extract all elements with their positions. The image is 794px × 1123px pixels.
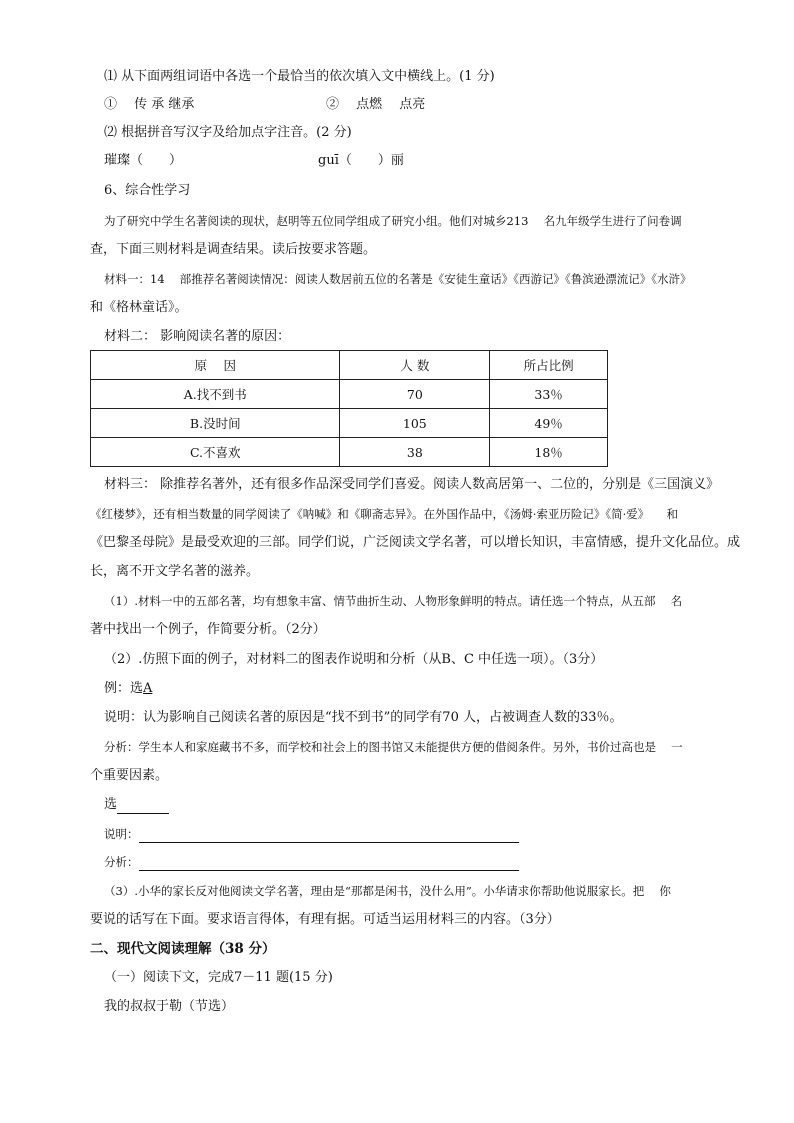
table-row bbox=[91, 438, 608, 467]
select-answer-line bbox=[104, 796, 169, 814]
table-cell: 18％ bbox=[490, 438, 608, 467]
table-header-cell: 人 数 bbox=[340, 351, 490, 380]
passage-title: 我的叔叔于勒（节选） bbox=[104, 999, 235, 1014]
q5-pinyin-right: guī（ ）丽 bbox=[318, 153, 404, 168]
table-cell: 70 bbox=[340, 380, 490, 409]
survey-table bbox=[90, 350, 608, 467]
table-header-cell: 所占比例 bbox=[490, 351, 608, 380]
table-header-row bbox=[91, 351, 608, 380]
table-header-cell: 原 因 bbox=[91, 351, 340, 380]
explain-blank[interactable] bbox=[139, 830, 519, 843]
material1-line1: 材料一：14 部推荐名著阅读情况：阅读人数居前五位的名著是《安徒生童话》《西游记》《鲁滨逊漂流记》《水浒》 bbox=[104, 272, 692, 286]
table-row bbox=[91, 409, 608, 438]
select-label: 选 bbox=[104, 797, 118, 812]
q5-option-1: ① 传 承 继承 bbox=[104, 97, 195, 112]
q5-pinyin-left: 璀璨（ ） bbox=[104, 153, 183, 168]
material1-line2: 和《格林童话》。 bbox=[90, 300, 188, 315]
analyze-answer-line bbox=[104, 853, 519, 871]
analyze-blank[interactable] bbox=[139, 858, 519, 871]
example-choice: A bbox=[143, 681, 153, 696]
q6-intro-line2: 查，下面三则材料是调查结果。读后按要求答题。 bbox=[90, 242, 377, 257]
task1-line2: 著中找出一个例子，作简要分析。（2分） bbox=[90, 622, 326, 637]
table-cell: A.找不到书 bbox=[91, 380, 340, 409]
task3-line2: 要说的话写在下面。要求语言得体，有理有据。可适当运用材料三的内容。（3分） bbox=[90, 912, 560, 927]
analyze-label: 分析： bbox=[104, 855, 139, 869]
explain-example: 说明：认为影响自己阅读名著的原因是“找不到书”的同学有70 人，占被调查人数的33％。 bbox=[104, 710, 623, 725]
explain-answer-line bbox=[104, 825, 519, 843]
task2-line1: （2）.仿照下面的例子，对材料二的图表作说明和分析（从B、C 中任选一项）。（3分） bbox=[104, 652, 604, 667]
explain-label: 说明： bbox=[104, 827, 139, 841]
q5-option-2: ② 点燃 点亮 bbox=[326, 97, 426, 112]
select-blank[interactable] bbox=[117, 801, 169, 814]
q6-intro-line1: 为了研究中学生名著阅读的现状，赵明等五位同学组成了研究小组。他们对城乡213 名九年级学生进行了问卷调 bbox=[104, 214, 682, 228]
table-cell: 38 bbox=[340, 438, 490, 467]
table-cell: 49％ bbox=[490, 409, 608, 438]
task1-line1: （1）.材料一中的五部名著，均有想象丰富、情节曲折生动、人物形象鲜明的特点。请任选一个特点，从五部 名 bbox=[104, 594, 683, 608]
material3-line3: 《巴黎圣母院》是最受欢迎的三部。同学们说，广泛阅读文学名著，可以增长知识，丰富情感，提升文化品位。成 bbox=[90, 535, 741, 550]
analysis-line2: 个重要因素。 bbox=[90, 768, 169, 783]
analysis-line1: 分析：学生本人和家庭藏书不多，而学校和社会上的图书馆又未能提供方便的借阅条件。另外，书价过高也是 一 bbox=[104, 740, 683, 754]
material2-label: 材料二： 影响阅读名著的原因： bbox=[104, 329, 291, 344]
q6-heading: 6、综合性学习 bbox=[104, 183, 191, 198]
section2-heading: 二、现代文阅读理解（38 分） bbox=[90, 941, 276, 957]
material3-line2: 《红楼梦》，还有相当数量的同学阅读了《呐喊》和《聊斋志异》。在外国作品中，《汤姆·索亚历险记》《简·爱》 和 bbox=[90, 507, 679, 521]
table-row bbox=[91, 380, 608, 409]
example-line bbox=[104, 680, 152, 698]
table-cell: 33％ bbox=[490, 380, 608, 409]
task3-line1: （3）.小华的家长反对他阅读文学名著，理由是“那都是闲书，没什么用”。小华请求你帮助他说服家长。把 你 bbox=[104, 884, 671, 898]
q5-sub1: ⑴ 从下面两组词语中各选一个最恰当的依次填入文中横线上。(1 分) bbox=[104, 69, 495, 84]
material3-line4: 长，离不开文学名著的滋养。 bbox=[90, 564, 260, 579]
section2-part1: （一）阅读下文，完成7－11 题(15 分) bbox=[104, 970, 333, 985]
material3-line1: 材料三： 除推荐名著外，还有很多作品深受同学们喜爱。阅读人数高居第一、二位的，分别是《三国演义》 bbox=[104, 477, 720, 492]
table-cell: C.不喜欢 bbox=[91, 438, 340, 467]
table-cell: B.没时间 bbox=[91, 409, 340, 438]
example-prefix: 例：选 bbox=[104, 681, 144, 696]
table-cell: 105 bbox=[340, 409, 490, 438]
q5-sub2: ⑵ 根据拼音写汉字及给加点字注音。(2 分) bbox=[104, 125, 352, 140]
